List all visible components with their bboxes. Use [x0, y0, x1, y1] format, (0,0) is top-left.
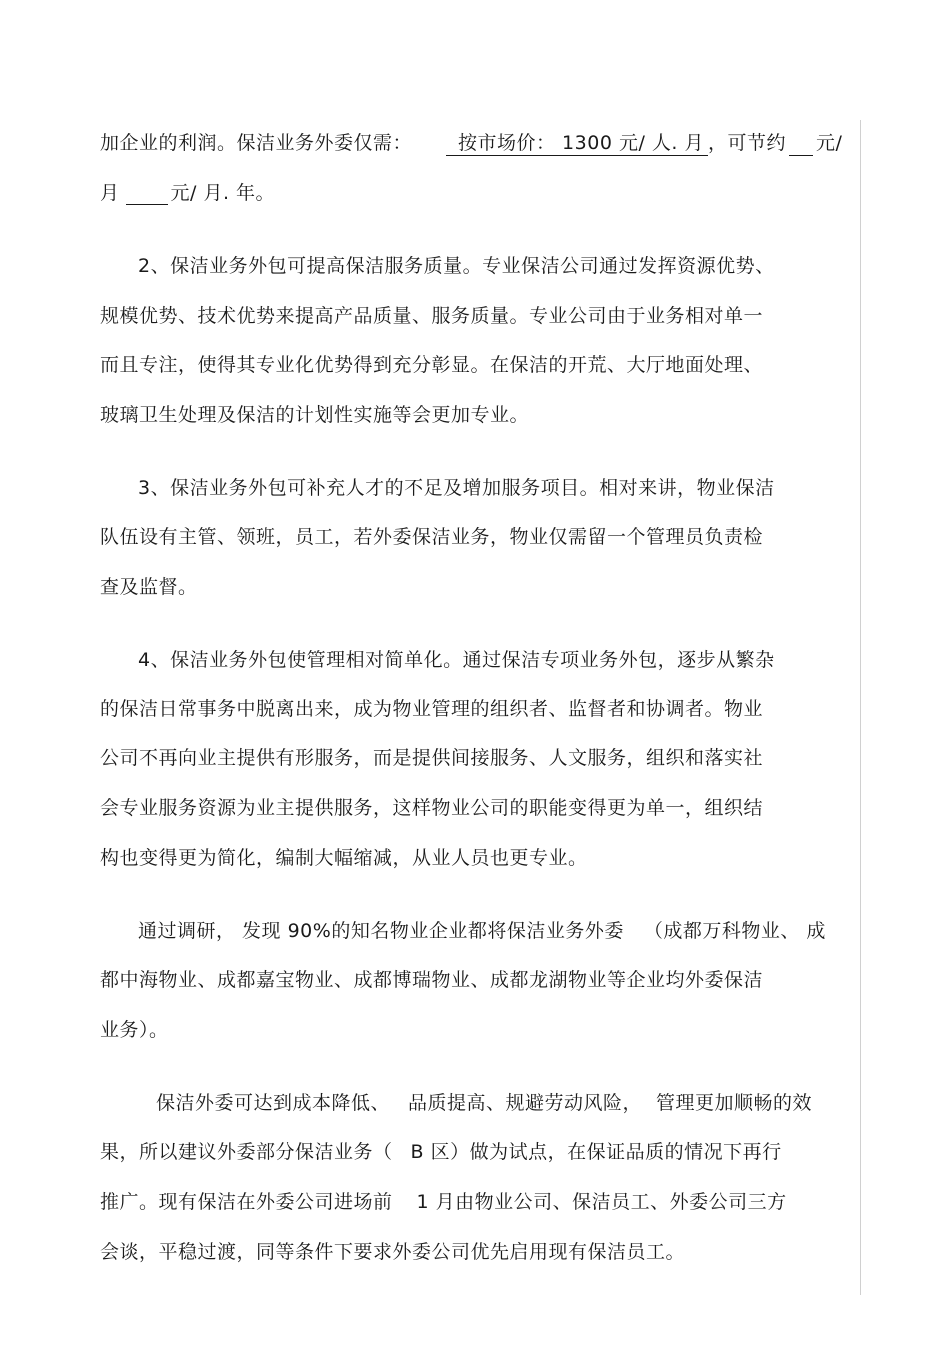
p6-text: B 区）做为试点，在保证品质的情况下再行 — [410, 1141, 782, 1163]
p2-line-3: 而且专注，使得其专业化优势得到充分彰显。在保洁的开荒、大厅地面处理、 — [100, 354, 764, 376]
p4-line-4: 会专业服务资源为业主提供服务，这样物业公司的职能变得更为单一，组织结 — [100, 797, 764, 819]
blank-field — [789, 135, 813, 156]
p1-line-1 — [100, 131, 842, 156]
p4-line-3: 公司不再向业主提供有形服务，而是提供间接服务、人文服务，组织和落实社 — [100, 747, 764, 769]
p3-line-1: 3、保洁业务外包可补充人才的不足及增加服务项目。相对来讲，物业保洁 — [138, 477, 775, 499]
p1-text: ，可节约 — [707, 132, 786, 154]
p6-line-1 — [156, 1091, 812, 1115]
p6-text: 推广。现有保洁在外委公司进场前 — [100, 1191, 393, 1213]
p2-line-2: 规模优势、技术优势来提高产品质量、服务质量。专业公司由于业务相对单一 — [100, 305, 764, 327]
p6-line-4: 会谈，平稳过渡，同等条件下要求外委公司优先启用现有保洁员工。 — [100, 1241, 686, 1263]
p6-text: 果，所以建议外委部分保洁业务（ — [100, 1141, 393, 1163]
p2-line-4: 玻璃卫生处理及保洁的计划性实施等会更加专业。 — [100, 404, 530, 426]
p1-text: 元/ 月. 年。 — [170, 182, 276, 204]
p1-text: 元/ — [815, 132, 843, 154]
market-price-underlined: 按市场价： 1300 元/ 人. 月 — [446, 131, 708, 156]
blank-field — [126, 184, 168, 205]
p5-line-1 — [138, 919, 826, 943]
p1-text: 加企业的利润。保洁业务外委仅需： — [100, 132, 413, 154]
p4-line-2: 的保洁日常事务中脱离出来，成为物业管理的组织者、监督者和协调者。物业 — [100, 698, 764, 720]
p6-text: 1 月由物业公司、保洁员工、外委公司三方 — [416, 1191, 787, 1213]
p6-text: 保洁外委可达到成本降低、 — [156, 1092, 391, 1114]
p3-line-2: 队伍设有主管、领班，员工，若外委保洁业务，物业仅需留一个管理员负责检 — [100, 526, 764, 548]
p6-text: 管理更加顺畅的效 — [656, 1092, 813, 1114]
p5-line-3: 业务）。 — [100, 1019, 169, 1041]
p5-text: 通过调研， 发现 90% — [138, 920, 332, 942]
p5-text: 的知名物业企业都将保洁业务外委 — [331, 920, 624, 942]
p1-text: 月 — [100, 182, 120, 204]
p5-text: （成都万科物业、 成 — [643, 920, 826, 942]
p4-line-1: 4、保洁业务外包使管理相对简单化。通过保洁专项业务外包，逐步从繁杂 — [138, 649, 775, 671]
p6-line-2 — [100, 1140, 782, 1164]
p2-line-1: 2、保洁业务外包可提高保洁服务质量。专业保洁公司通过发挥资源优势、 — [138, 255, 775, 277]
p6-line-3 — [100, 1190, 787, 1214]
p4-line-5: 构也变得更为简化，编制大幅缩减，从业人员也更专业。 — [100, 847, 588, 869]
p3-line-3: 查及监督。 — [100, 576, 198, 598]
p6-text: 品质提高、规避劳动风险， — [408, 1092, 643, 1114]
page-edge-divider — [860, 120, 861, 1295]
p5-line-2: 都中海物业、成都嘉宝物业、成都博瑞物业、成都龙湖物业等企业均外委保洁 — [100, 969, 764, 991]
p1-line-2 — [100, 181, 275, 205]
